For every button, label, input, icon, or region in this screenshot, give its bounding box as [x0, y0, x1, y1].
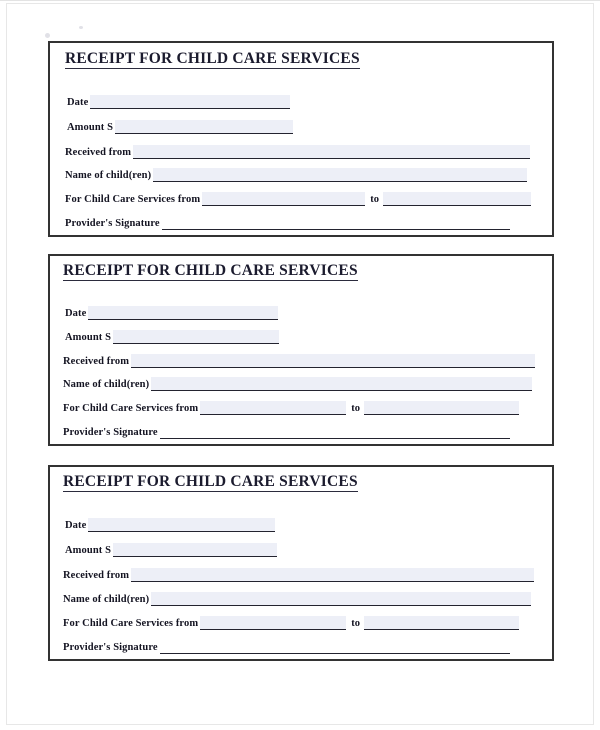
field-label-service-to-2: to — [351, 403, 361, 414]
received-from-input-1[interactable] — [133, 145, 530, 159]
field-row-date-2 — [65, 305, 278, 320]
field-row-signature-1 — [65, 215, 510, 230]
field-label-signature-2: Provider's Signature — [63, 427, 158, 438]
field-row-amount-1 — [67, 119, 293, 134]
receipt-title-3: RECEIPT FOR CHILD CARE SERVICES — [63, 474, 358, 492]
child-names-input-3[interactable] — [151, 592, 531, 606]
amount-input-2[interactable] — [113, 330, 279, 344]
field-row-amount-2 — [65, 329, 279, 344]
receipt-title-2: RECEIPT FOR CHILD CARE SERVICES — [63, 263, 358, 281]
field-label-child-names-2: Name of child(ren) — [63, 379, 150, 390]
document-page — [6, 3, 594, 725]
page-top-rule — [0, 0, 600, 1]
receipt-card-1 — [48, 41, 554, 237]
service-from-input-3[interactable] — [200, 616, 346, 630]
field-label-date-3: Date — [65, 520, 87, 531]
received-from-input-2[interactable] — [131, 354, 535, 368]
received-from-input-3[interactable] — [131, 568, 534, 582]
service-to-input-2[interactable] — [364, 401, 519, 415]
field-label-signature-3: Provider's Signature — [63, 642, 158, 653]
date-input-1[interactable] — [90, 95, 290, 109]
date-input-2[interactable] — [88, 306, 278, 320]
field-label-service-to-3: to — [351, 618, 361, 629]
field-label-date-2: Date — [65, 308, 87, 319]
field-row-date-1 — [67, 94, 290, 109]
field-label-service-from-1: For Child Care Services from — [65, 194, 201, 205]
field-label-received-from-3: Received from — [63, 570, 130, 581]
field-label-amount-1: Amount S — [67, 122, 114, 133]
field-row-signature-3 — [63, 639, 510, 654]
field-row-child-names-1 — [65, 167, 527, 182]
field-label-signature-1: Provider's Signature — [65, 218, 160, 229]
field-row-child-names-3 — [63, 591, 531, 606]
field-label-amount-2: Amount S — [65, 332, 112, 343]
signature-input-1[interactable] — [162, 216, 510, 230]
service-from-input-2[interactable] — [200, 401, 346, 415]
field-row-received-from-3 — [63, 567, 534, 582]
receipt-card-3 — [48, 465, 554, 661]
field-label-amount-3: Amount S — [65, 545, 112, 556]
service-to-input-1[interactable] — [383, 192, 531, 206]
signature-input-2[interactable] — [160, 425, 510, 439]
amount-input-3[interactable] — [113, 543, 277, 557]
amount-input-1[interactable] — [115, 120, 293, 134]
field-label-received-from-1: Received from — [65, 147, 132, 158]
date-input-3[interactable] — [88, 518, 275, 532]
scan-speck — [79, 26, 83, 29]
service-from-input-1[interactable] — [202, 192, 365, 206]
field-row-received-from-1 — [65, 144, 530, 159]
field-row-child-names-2 — [63, 376, 532, 391]
scan-speck — [45, 33, 50, 38]
field-label-child-names-3: Name of child(ren) — [63, 594, 150, 605]
field-row-received-from-2 — [63, 353, 535, 368]
field-row-service-dates-2 — [63, 400, 519, 415]
signature-input-3[interactable] — [160, 640, 510, 654]
field-row-service-dates-1 — [65, 191, 531, 206]
field-label-service-from-2: For Child Care Services from — [63, 403, 199, 414]
child-names-input-1[interactable] — [153, 168, 527, 182]
field-row-amount-3 — [65, 542, 277, 557]
service-to-input-3[interactable] — [364, 616, 519, 630]
field-row-date-3 — [65, 517, 275, 532]
field-label-service-from-3: For Child Care Services from — [63, 618, 199, 629]
receipt-title-1: RECEIPT FOR CHILD CARE SERVICES — [65, 51, 360, 69]
field-label-service-to-1: to — [370, 194, 380, 205]
field-label-received-from-2: Received from — [63, 356, 130, 367]
receipt-card-2 — [48, 254, 554, 446]
field-label-date-1: Date — [67, 97, 89, 108]
field-label-child-names-1: Name of child(ren) — [65, 170, 152, 181]
field-row-service-dates-3 — [63, 615, 519, 630]
child-names-input-2[interactable] — [151, 377, 532, 391]
field-row-signature-2 — [63, 424, 510, 439]
